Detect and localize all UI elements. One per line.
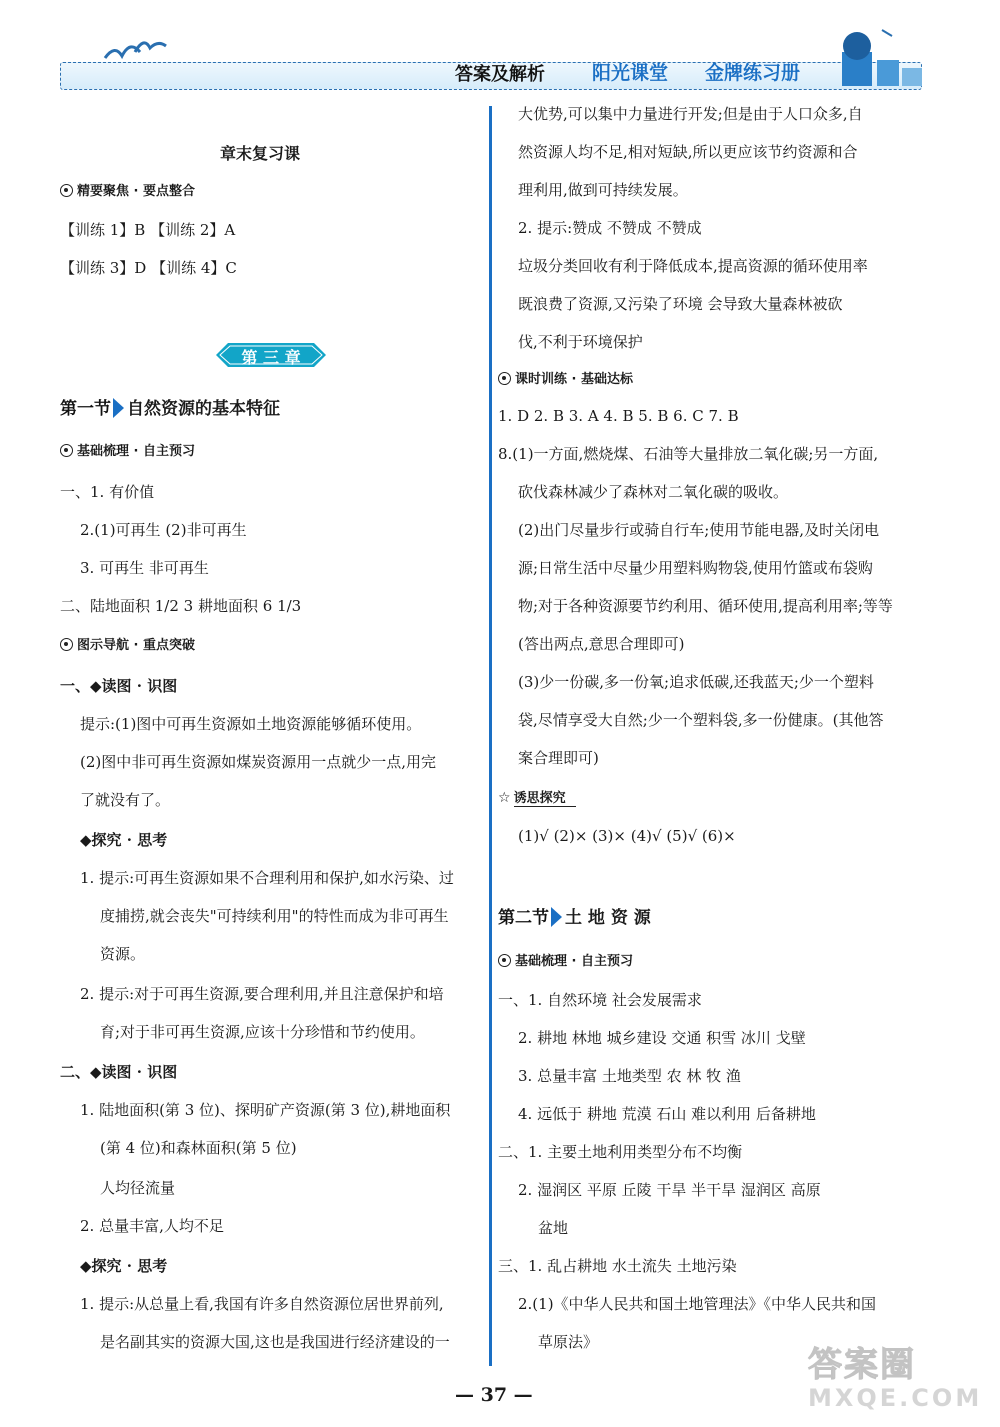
train-row-1: 【训练 1】B 【训练 2】A: [60, 221, 236, 239]
answer-line: 二、◆读图 · 识图: [60, 1063, 178, 1081]
answer-line: (2)图中非可再生资源如煤炭资源用一点就少一点,用完: [80, 753, 437, 771]
watermark-top-text: 答案圈: [808, 1345, 916, 1385]
answer-line: 人均径流量: [100, 1179, 176, 1197]
section-focus-heading: 精要聚焦 · 要点整合: [60, 182, 195, 202]
answer-line: 育;对于非可再生资源,应该十分珍惜和节约使用。: [100, 1023, 425, 1041]
star-icon: ☆: [498, 790, 511, 806]
answer-line: 砍伐森林减少了森林对二氧化碳的吸收。: [518, 483, 789, 501]
answer-line: 度捕捞,就会丧失"可持续利用"的特性而成为非可再生: [100, 907, 449, 925]
circle-bullet-icon: [498, 954, 511, 967]
answer-line: 一、1. 有价值: [60, 483, 155, 501]
answer-line: (答出两点,意思合理即可): [518, 635, 685, 653]
header-series-title: 阳光课堂: [592, 62, 669, 84]
answer-line: 源;日常生活中尽量少用塑料购物袋,使用竹篮或布袋购: [518, 559, 873, 577]
chapter-badge: [216, 341, 326, 369]
watermark-logo: [808, 1346, 984, 1418]
circle-bullet-icon: [60, 444, 73, 457]
circle-bullet-icon: [60, 184, 73, 197]
review-title: 章末复习课: [220, 144, 301, 163]
answer-line: 2.(1)《中华人民共和国土地管理法》《中华人民共和国: [518, 1295, 877, 1313]
answer-line: 案合理即可): [518, 749, 599, 767]
watermark-bottom-text: MXQE.COM: [808, 1384, 983, 1412]
circle-bullet-icon: [60, 638, 73, 651]
answer-line: 2. 湿润区 平原 丘陵 干旱 半干旱 湿润区 高原: [518, 1181, 821, 1199]
answer-line: 然资源人均不足,相对短缺,所以更应该节约资源和合: [518, 143, 858, 161]
answer-line: 1. 提示:可再生资源如果不合理利用和保护,如水污染、过: [80, 869, 454, 887]
section-2-number: 第二节: [498, 908, 549, 928]
chapter-badge-label: 第 三 章: [241, 348, 301, 367]
answer-line: (2)出门尽量步行或骑自行车;使用节能电器,及时关闭电: [518, 521, 880, 539]
answer-line: 伐,不利于环境保护: [518, 333, 643, 351]
answer-line: (第 4 位)和森林面积(第 5 位): [100, 1139, 297, 1157]
answer-line: 3. 可再生 非可再生: [80, 559, 209, 577]
answer-line: (1)√ (2)× (3)× (4)√ (5)√ (6)×: [518, 827, 736, 845]
chevron-right-icon: [113, 398, 124, 418]
column-divider: [489, 106, 492, 1366]
section-basic-heading: 基础梳理 · 自主预习: [60, 442, 195, 462]
answer-line: 既浪费了资源,又污染了环境 会导致大量森林被砍: [518, 295, 843, 313]
header-book-title: 金牌练习册: [705, 62, 801, 84]
answer-line: 4. 远低于 耕地 荒漠 石山 难以利用 后备耕地: [518, 1105, 816, 1123]
section-class-heading: 课时训练 · 基础达标: [498, 370, 633, 390]
train-row-2: 【训练 3】D 【训练 4】C: [60, 259, 237, 277]
answer-line: 二、陆地面积 1/2 3 耕地面积 6 1/3: [60, 597, 302, 615]
section-2-heading: [498, 906, 651, 930]
answer-line: 袋,尽情享受大自然;少一个塑料袋,多一份健康。(其他答: [518, 711, 884, 729]
answer-line: 提示:(1)图中可再生资源如土地资源能够循环使用。: [80, 715, 422, 733]
lighthouse-icon: [822, 24, 932, 94]
section-map-heading: 图示导航 · 重点突破: [60, 636, 195, 656]
answer-line: 一、1. 自然环境 社会发展需求: [498, 991, 702, 1009]
answer-line: 物;对于各种资源要节约利用、循环使用,提高利用率;等等: [518, 597, 893, 615]
header-answers-label: 答案及解析: [455, 64, 545, 85]
section-think-heading: ☆ 诱思探究: [498, 788, 576, 809]
answer-line: 1. D 2. B 3. A 4. B 5. B 6. C 7. B: [498, 407, 739, 425]
answer-line: 草原法》: [538, 1333, 599, 1351]
answer-line: 一、◆读图 · 识图: [60, 677, 178, 695]
section-1-heading: [60, 397, 280, 421]
answer-line: 了就没有了。: [80, 791, 171, 809]
answer-line: (3)少一份碳,多一份氧;追求低碳,还我蓝天;少一个塑料: [518, 673, 874, 691]
section-2-title: 土 地 资 源: [565, 908, 651, 928]
answer-line: 1. 提示:从总量上看,我国有许多自然资源位居世界前列,: [80, 1295, 444, 1313]
answer-line: 二、1. 主要土地利用类型分布不均衡: [498, 1143, 743, 1161]
answer-line: 2. 总量丰富,人均不足: [80, 1217, 224, 1235]
answer-line: 1. 陆地面积(第 3 位)、探明矿产资源(第 3 位),耕地面积: [80, 1101, 451, 1119]
section-basic2-heading: 基础梳理 · 自主预习: [498, 952, 633, 972]
answer-line: 3. 总量丰富 土地类型 农 林 牧 渔: [518, 1067, 741, 1085]
answer-line: 资源。: [100, 945, 146, 963]
section-1-title: 自然资源的基本特征: [127, 399, 280, 419]
answer-line: ◆探究 · 思考: [80, 1257, 168, 1275]
answer-line: 2. 耕地 林地 城乡建设 交通 积雪 冰川 戈壁: [518, 1029, 806, 1047]
section-1-number: 第一节: [60, 399, 111, 419]
answer-line: 是名副其实的资源大国,这也是我国进行经济建设的一: [100, 1333, 450, 1351]
answer-line: 2. 提示:对于可再生资源,要合理利用,并且注意保护和培: [80, 985, 444, 1003]
answer-line: 2. 提示:赞成 不赞成 不赞成: [518, 219, 702, 237]
chevron-right-icon: [551, 907, 562, 927]
answer-line: 垃圾分类回收有利于降低成本,提高资源的循环使用率: [518, 257, 868, 275]
answer-line: 盆地: [538, 1219, 569, 1237]
bird-icon: [100, 30, 170, 74]
answer-line: 8.(1)一方面,燃烧煤、石油等大量排放二氧化碳;另一方面,: [498, 445, 879, 463]
page-number: — 37 —: [455, 1384, 533, 1406]
circle-bullet-icon: [498, 372, 511, 385]
answer-line: 理利用,做到可持续发展。: [518, 181, 688, 199]
answer-line: 三、1. 乱占耕地 水土流失 土地污染: [498, 1257, 737, 1275]
answer-line: ◆探究 · 思考: [80, 831, 168, 849]
answer-line: 大优势,可以集中力量进行开发;但是由于人口众多,自: [518, 105, 863, 123]
answer-line: 2.(1)可再生 (2)非可再生: [80, 521, 247, 539]
